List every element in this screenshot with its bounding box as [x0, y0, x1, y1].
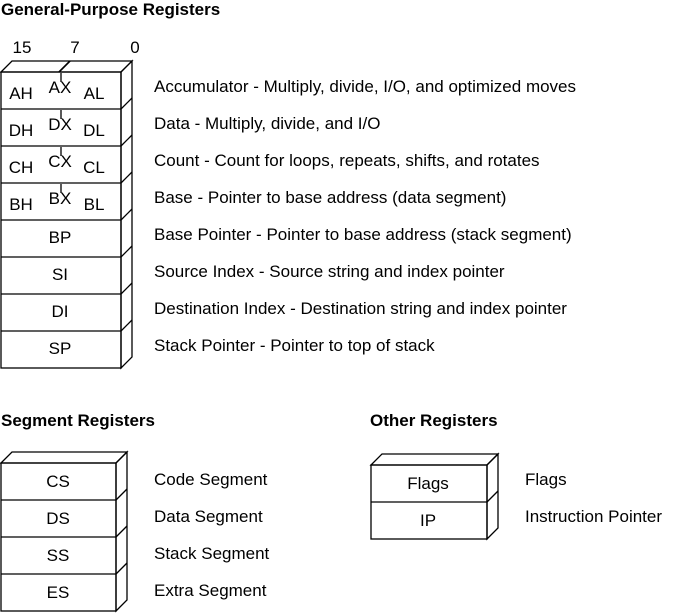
- register-description: Instruction Pointer: [525, 507, 663, 526]
- segment-register-box-top-face: [1, 452, 127, 463]
- bit-0-label: 0: [130, 38, 140, 57]
- bit-7-label: 7: [70, 38, 80, 57]
- register-name: SS: [46, 546, 70, 565]
- register-description: Data Segment: [154, 507, 263, 526]
- low-byte-label: DL: [83, 121, 105, 140]
- register-description: Data - Multiply, divide, and I/O: [154, 114, 381, 133]
- register-name: CX: [48, 152, 72, 171]
- general-register-box-side-divider: [121, 209, 132, 220]
- register-description: Base - Pointer to base address (data segment): [154, 188, 507, 207]
- general-register-box-side-divider: [121, 283, 132, 294]
- low-byte-label: AL: [83, 84, 105, 103]
- other-register-box-side-divider: [487, 491, 498, 502]
- register-name: ES: [46, 583, 70, 602]
- other-registers-title: Other Registers: [370, 411, 498, 430]
- register-name: DI: [51, 302, 69, 321]
- register-description: Stack Segment: [154, 544, 270, 563]
- general-registers-title: General-Purpose Registers: [1, 0, 221, 19]
- byte-split-tick: [59, 61, 70, 72]
- general-register-box-side-divider: [121, 320, 132, 331]
- register-description: Accumulator - Multiply, divide, I/O, and optimized moves: [154, 77, 577, 96]
- high-byte-label: CH: [8, 158, 34, 177]
- other-register-box-top-face: [371, 454, 498, 465]
- register-name: IP: [419, 511, 437, 530]
- register-name: CS: [46, 472, 70, 491]
- segment-registers-title: Segment Registers: [1, 411, 155, 430]
- register-description: Destination Index - Destination string and index pointer: [154, 299, 567, 318]
- register-name: BP: [48, 228, 72, 247]
- register-name: SI: [51, 265, 69, 284]
- general-register-box-side-divider: [121, 172, 132, 183]
- general-register-box-top-face: [1, 61, 132, 72]
- register-description: Code Segment: [154, 470, 268, 489]
- register-description: Count - Count for loops, repeats, shifts, and rotates: [154, 151, 540, 170]
- register-description: Flags: [525, 470, 567, 489]
- register-name: DX: [48, 115, 72, 134]
- register-name: Flags: [407, 474, 449, 493]
- register-name: BX: [48, 189, 72, 208]
- segment-register-box-side-divider: [116, 526, 127, 537]
- register-name: AX: [48, 78, 72, 97]
- segment-register-box-side-divider: [116, 563, 127, 574]
- bit-15-label: 15: [12, 38, 32, 57]
- high-byte-label: BH: [9, 195, 33, 214]
- register-description: Base Pointer - Pointer to base address (stack segment): [154, 225, 572, 244]
- low-byte-label: BL: [83, 195, 105, 214]
- register-description: Source Index - Source string and index pointer: [154, 262, 505, 281]
- high-byte-label: AH: [9, 84, 33, 103]
- general-register-box-side-divider: [121, 135, 132, 146]
- register-name: SP: [48, 339, 72, 358]
- register-name: DS: [46, 509, 70, 528]
- general-register-box-side-divider: [121, 246, 132, 257]
- low-byte-label: CL: [83, 158, 105, 177]
- general-register-box-side-divider: [121, 98, 132, 109]
- register-description: Stack Pointer - Pointer to top of stack: [154, 336, 435, 355]
- register-description: Extra Segment: [154, 581, 267, 600]
- high-byte-label: DH: [8, 121, 34, 140]
- segment-register-box-side-divider: [116, 489, 127, 500]
